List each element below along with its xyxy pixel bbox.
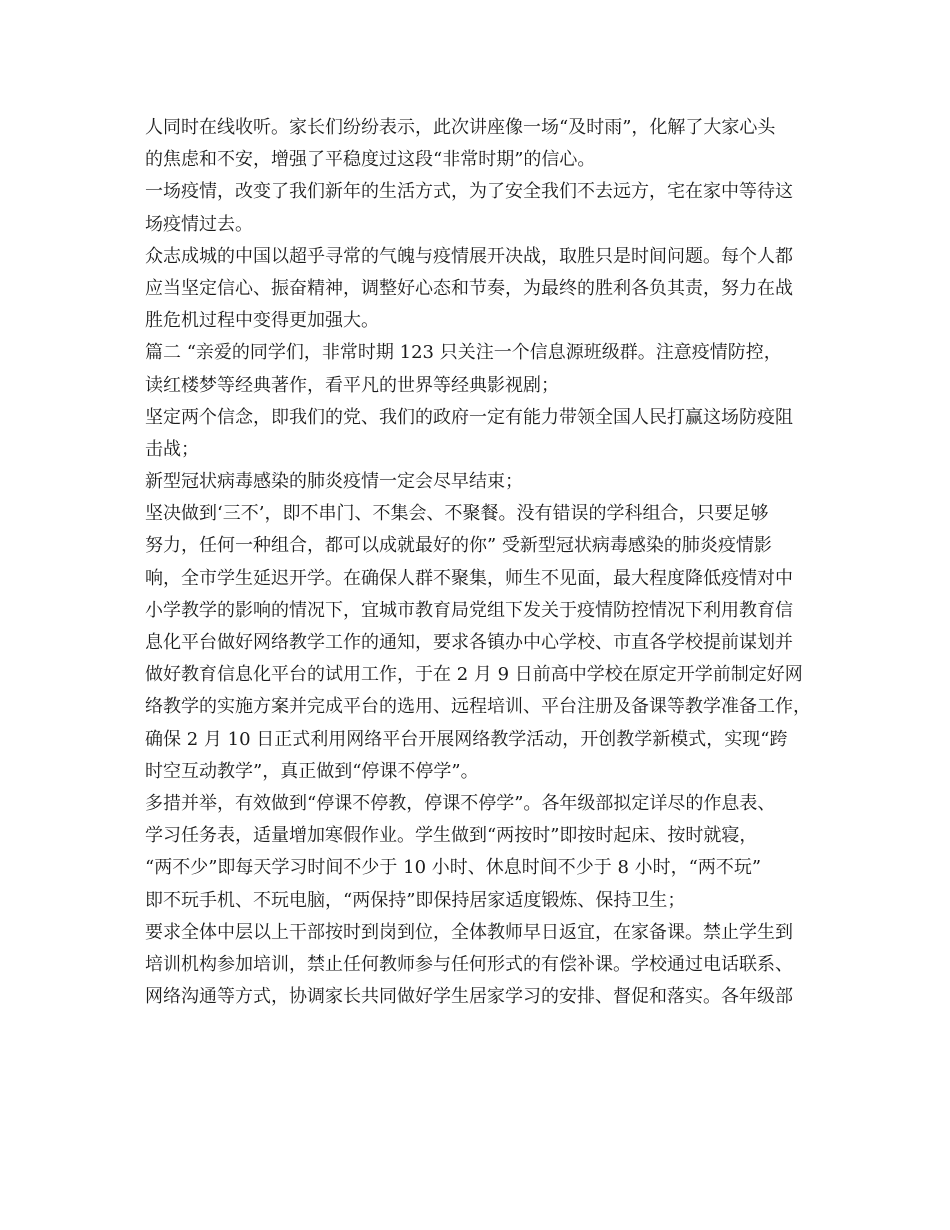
document-body bbox=[145, 112, 825, 1013]
text-line: 新型冠状病毒感染的肺炎疫情一定会尽早结束； bbox=[145, 471, 523, 493]
text-line: 篇二 “亲爱的同学们，非常时期 123 只关注一个信息源班级群。注意疫情防控， bbox=[145, 342, 782, 364]
text-line: 学习任务表，适量增加寒假作业。学生做到“两按时”即按时起床、按时就寝， bbox=[145, 825, 758, 847]
text-line: 多措并举，有效做到“停课不停教，停课不停学”。各年级部拟定详尽的作息表、 bbox=[145, 792, 776, 814]
text-line: 网络沟通等方式，协调家长共同做好学生居家学习的安排、督促和落实。各年级部 bbox=[145, 986, 793, 1008]
text-line: 众志成城的中国以超乎寻常的气魄与疫情展开决战，取胜只是时间问题。每个人都 bbox=[145, 245, 793, 267]
text-line: 读红楼梦等经典著作，看平凡的世界等经典影视剧； bbox=[145, 374, 559, 396]
text-line: 做好教育信息化平台的试用工作，于在 2 月 9 日前高中学校在原定开学前制定好网 bbox=[145, 664, 803, 686]
text-line: 一场疫情，改变了我们新年的生活方式，为了安全我们不去远方，宅在家中等待这 bbox=[145, 181, 793, 203]
text-line: 应当坚定信心、振奋精神，调整好心态和节奏，为最终的胜利各负其责，努力在战 bbox=[145, 277, 793, 299]
text-line: 努力，任何一种组合，都可以成就最好的你” 受新型冠状病毒感染的肺炎疫情影 bbox=[145, 535, 772, 557]
text-line: 要求全体中层以上干部按时到岗到位，全体教师早日返宜，在家备课。禁止学生到 bbox=[145, 921, 793, 943]
text-line: 场疫情过去。 bbox=[145, 213, 253, 235]
text-line: 胜危机过程中变得更加强大。 bbox=[145, 310, 379, 332]
text-line: 坚决做到‘三不’，即不串门、不集会、不聚餐。没有错误的学科组合，只要足够 bbox=[145, 503, 769, 525]
text-line: 息化平台做好网络教学工作的通知，要求各镇办中心学校、市直各学校提前谋划并 bbox=[145, 632, 793, 653]
text-line: 小学教学的影响的情况下，宜城市教育局党组下发关于疫情防控情况下利用教育信 bbox=[145, 599, 793, 621]
text-line: 坚定两个信念，即我们的党、我们的政府一定有能力带领全国人民打赢这场防疫阻 bbox=[145, 406, 793, 428]
text-line: 即不玩手机、不玩电脑，“两保持”即保持居家适度锻炼、保持卫生； bbox=[145, 889, 686, 911]
text-line: 的焦虑和不安，增强了平稳度过这段“非常时期”的信心。 bbox=[145, 149, 596, 171]
text-line: 络教学的实施方案并完成平台的选用、远程培训、平台注册及备课等教学准备工作， bbox=[145, 696, 811, 718]
text-line: 培训机构参加培训，禁止任何教师参与任何形式的有偿补课。学校通过电话联系、 bbox=[145, 953, 793, 975]
text-line: 击战； bbox=[145, 438, 199, 460]
text-line: 人同时在线收听。家长们纷纷表示，此次讲座像一场“及时雨”，化解了大家心头 bbox=[145, 117, 776, 138]
text-line: 响，全市学生延迟开学。在确保人群不聚集，师生不见面，最大程度降低疫情对中 bbox=[145, 567, 793, 589]
text-line: “两不少”即每天学习时间不少于 10 小时、休息时间不少于 8 小时，“两不玩” bbox=[145, 857, 762, 879]
text-line: 时空互动教学”，真正做到“停课不停学”。 bbox=[145, 760, 479, 782]
text-line: 确保 2 月 10 日正式利用网络平台开展网络教学活动，开创教学新模式，实现“跨 bbox=[145, 728, 788, 750]
